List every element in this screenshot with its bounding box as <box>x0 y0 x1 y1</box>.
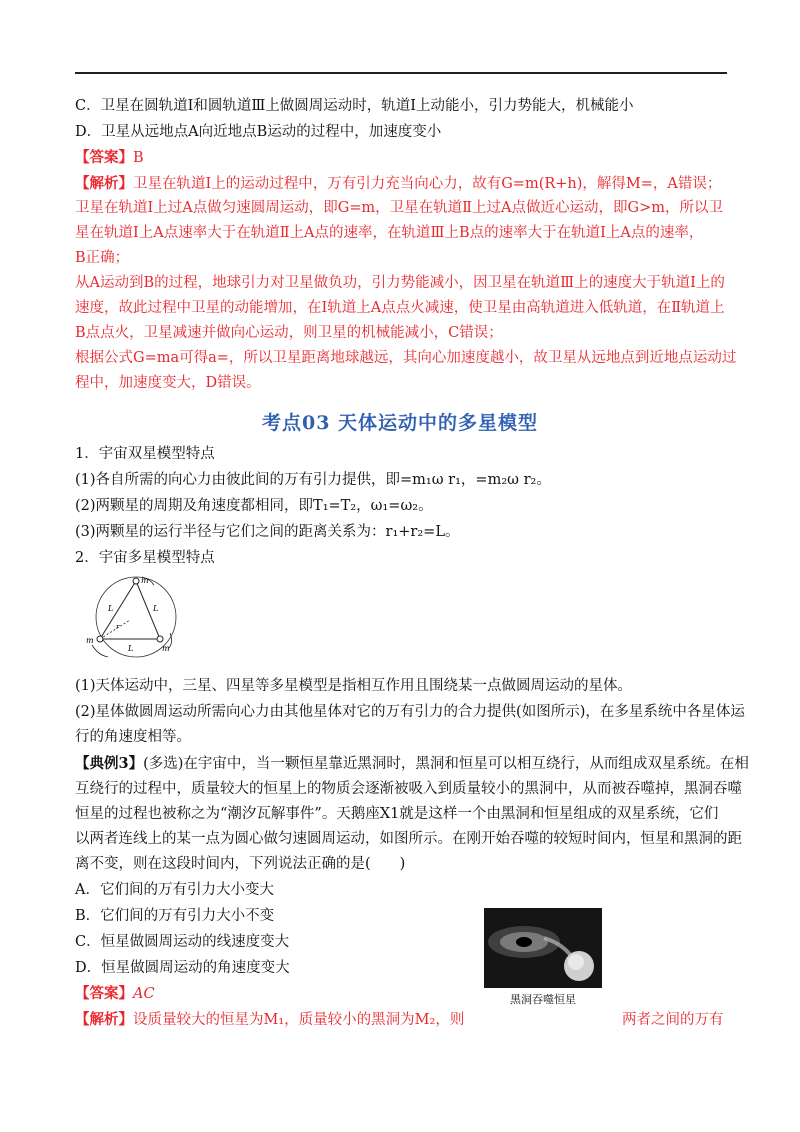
analysis-line-6: 速度，故此过程中卫星的动能增加，在Ⅰ轨道上A点点火减速，使卫星由高轨道进入低轨道，在Ⅱ轨道上 <box>75 300 725 316</box>
analysis-line-2: 卫星在轨道Ⅰ上过A点做匀速圆周运动，即G=m，卫星在轨道Ⅱ上过A点做近心运动，即G>m，所以卫 <box>75 200 723 216</box>
analysis-line-9: 程中，加速度变大，D错误。 <box>75 375 261 391</box>
star-top <box>133 578 139 584</box>
para-2a: (2)星体做圆周运动所需向心力由其他星体对它的万有引力的合力提供(如图所示)，在多星系统中各星体运 <box>75 704 745 720</box>
section-1-item-3: (3)两颗星的运行半径与它们之间的距离关系为：r₁+r₂=L。 <box>75 524 460 540</box>
answer-1 <box>75 148 735 168</box>
photo-caption: 黑洞吞噬恒星 <box>510 993 576 1006</box>
example-line-3: 恒星的过程也被称之为“潮汐瓦解事件”。天鹅座X1就是这样一个由黑洞和恒星组成的双星系统，它们 <box>75 806 719 822</box>
analysis-2-line-1b: 两者之间的万有 <box>622 1012 724 1028</box>
label-L-bottom: L <box>128 644 134 653</box>
section-2-title: 2．宇宙多星模型特点 <box>75 550 215 566</box>
radius-line <box>100 620 130 639</box>
label-r: r <box>116 623 120 631</box>
option-c-text: C．卫星在圆轨道Ⅰ和圆轨道Ⅲ上做圆周运动时，轨道Ⅰ上动能小，引力势能大，机械能小 <box>75 98 634 114</box>
analysis-line-7: B点点火，卫星减速并做向心运动，则卫星的机械能减小，C错误； <box>75 325 503 341</box>
option-c: C．恒星做圆周运动的线速度变大 <box>75 934 290 950</box>
analysis-line-1 <box>75 174 735 194</box>
section-1-item-2: (2)两颗星的周期及角速度都相同，即T₁=T₂，ω₁=ω₂。 <box>75 498 433 514</box>
analysis-2-tag: 【解析】 <box>75 1011 133 1028</box>
section-heading: 考点03 天体运动中的多星模型 <box>261 412 539 434</box>
option-b: B．它们间的万有引力大小不变 <box>75 908 275 924</box>
black-hole-photo <box>484 908 602 988</box>
answer-value: B <box>133 150 144 166</box>
label-L-left: L <box>108 604 114 613</box>
example-line-2: 互绕行的过程中，质量较大的恒星上的物质会逐渐被吸入到质量较小的黑洞中，从而被吞噬掉，黑洞吞噬 <box>75 781 742 797</box>
para-1: (1)天体运动中，三星、四星等多星模型是指相互作用且围绕某一点做圆周运动的星体。 <box>75 678 633 694</box>
black-hole-illustration <box>484 908 602 988</box>
label-L-right: L <box>153 604 159 613</box>
analysis-line-3: 星在轨道Ⅰ上A点速率大于在轨道Ⅱ上A点的速率，在轨道Ⅲ上B点的速率大于在轨道Ⅰ上A点的速率， <box>75 225 704 241</box>
example-line-1 <box>75 754 749 774</box>
analysis-line-8: 根据公式G=ma可得a=，所以卫星距离地球越远，其向心加速度越小，故卫星从远地点到近地点运动过 <box>75 350 737 366</box>
option-a: A．它们间的万有引力大小变大 <box>75 882 274 898</box>
example-tag: 【典例3】 <box>75 755 144 772</box>
section-1-item-1: (1)各自所需的向心力由彼此间的万有引力提供，即=m₁ω r₁，=m₂ω r₂。 <box>75 472 551 488</box>
option-d-text: D．卫星从远地点A向近地点B运动的过程中，加速度变小 <box>75 124 442 140</box>
star-right <box>157 636 163 642</box>
answer-tag: 【答案】 <box>75 149 133 166</box>
section-1-title: 1．宇宙双星模型特点 <box>75 446 215 462</box>
star-left <box>97 636 103 642</box>
analysis-2-text-a: 设质量较大的恒星为M₁，质量较小的黑洞为M₂，则 <box>133 1012 465 1028</box>
three-star-figure <box>78 573 188 663</box>
answer-2 <box>75 984 435 1004</box>
label-m-right: m <box>162 644 170 653</box>
label-m-left: m <box>86 636 94 645</box>
example-line-5: 离不变，则在这段时间内，下列说法正确的是( ) <box>75 856 406 872</box>
para-2b: 行的角速度相等。 <box>75 729 191 745</box>
answer-2-tag: 【答案】 <box>75 985 133 1002</box>
example-text: (多选)在宇宙中，当一颗恒星靠近黑洞时，黑洞和恒星可以相互绕行，从而组成双星系统。在相 <box>143 756 749 772</box>
analysis-line-5: 从A运动到B的过程，地球引力对卫星做负功，引力势能减小，因卫星在轨道Ⅲ上的速度大于轨道Ⅰ上的 <box>75 275 725 291</box>
arrow-left <box>92 645 108 657</box>
analysis-tag: 【解析】 <box>75 175 133 192</box>
header-rule <box>75 72 727 74</box>
answer-2-value: AC <box>133 986 155 1002</box>
analysis-2-line-1 <box>75 1010 475 1030</box>
analysis-line-4: B正确； <box>75 250 130 266</box>
label-m-top: m <box>141 576 149 585</box>
example-line-4: 以两者连线上的某一点为圆心做匀速圆周运动，如图所示。在刚开始吞噬的较短时间内，恒星和黑洞的距 <box>75 831 742 847</box>
option-d: D．恒星做圆周运动的角速度变大 <box>75 960 290 976</box>
analysis-text: 卫星在轨道Ⅰ上的运动过程中，万有引力充当向心力，故有G=m(R+h)，解得M=，A错误； <box>133 176 722 192</box>
